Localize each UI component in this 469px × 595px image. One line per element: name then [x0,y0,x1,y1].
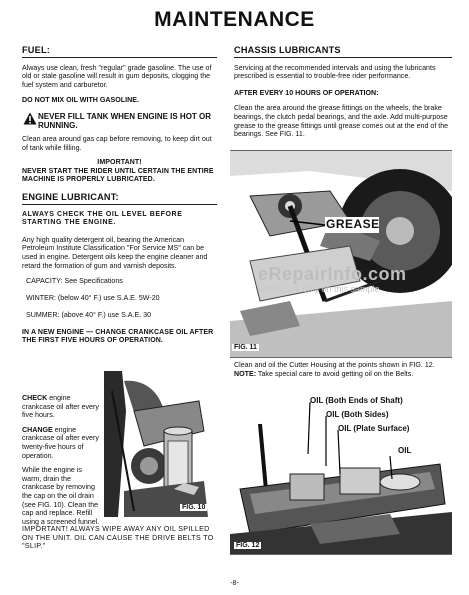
left-column [22,46,217,346]
oil-bottom-callout: OIL [398,446,412,455]
winter-text: WINTER: (below 40° F.) use S.A.E. 5W-20 [26,293,160,302]
page-number: -8- [230,580,239,587]
capacity-text: CAPACITY: See Specifications [26,277,123,286]
after-10-hours: AFTER EVERY 10 HOURS OF OPERATION: [234,88,379,97]
new-engine-text: IN A NEW ENGINE — CHANGE CRANKCASE OIL AFTER THE FIRST FIVE HOURS OF OPERATION. [22,328,214,345]
engine-rule [22,204,217,205]
page-title: MAINTENANCE [154,8,315,31]
fuel-rule [22,57,217,58]
summer-text: SUMMER: (above 40° F.) use S.A.E. 30 [26,311,152,320]
oil-change-instructions [22,394,100,526]
fig11-axle-drawing [230,151,452,357]
cutter-text: Clean and oil the Cutter Housing at the points shown in FIG. 12. [234,361,435,369]
never-fill-warning [22,112,217,130]
change-word: CHANGE [22,425,53,434]
engine-lubricant-heading: ENGINE LUBRICANT: [22,191,119,202]
oil-sides-callout: OIL (Both Sides) [326,410,389,419]
figure-11 [230,150,452,358]
check-paragraph [22,394,100,420]
chassis-heading: CHASSIS LUBRICANTS [234,45,341,55]
clean-fittings-text: Clean the area around the grease fittings on the wheels, the brake bearings, the clutch pedal bearings, and the axle. Add multi-purpose grease to the grease fittings until grease comes out at the end of the bearings. See FIG. 11. [234,104,449,139]
change-paragraph [22,426,100,460]
cutter-housing-instructions [234,361,452,378]
oil-plate-callout: OIL (Plate Surface) [338,424,410,433]
always-check-text: ALWAYS CHECK THE OIL LEVEL BEFORE STARTING THE ENGINE. [22,210,183,227]
servicing-text: Servicing at the recommended intervals and using the lubricants prescribed is essential to trouble-free rider performance. [234,63,436,81]
note-label: NOTE: [234,369,257,378]
fuel-text: Always use clean, fresh "regular" grade gasoline. The use of old or stale gasoline will result in gum deposits, clogging the fuel system and carburetor. [22,63,212,89]
watermark-note: watermark only on this sample [258,284,380,294]
important-label: IMPORTANT! [97,159,142,167]
watermark: eRepairInfo.com [258,264,407,284]
check-text: engine crankcase oil after every five hours. [22,394,99,420]
clean-area-text: Clean area around gas cap before removing, to keep dirt out of tank while filling. [22,134,212,152]
figure-12 [230,394,452,555]
no-mix-warning: DO NOT MIX OIL WITH GASOLINE. [22,96,139,105]
check-word: CHECK [22,394,48,402]
fuel-heading: FUEL: [22,45,51,55]
cutter-paragraph [234,361,452,378]
warning-triangle-icon [22,112,38,125]
never-fill-text: NEVER FILL TANK WHEN ENGINE IS HOT OR RUNNING. [38,111,212,130]
important-wipe-text: IMPORTANT! ALWAYS WIPE AWAY ANY OIL SPILLED ON THE UNIT. OIL CAN CAUSE THE DRIVE BELTS TO "SLIP." [22,525,214,551]
fig11-label: FIG. 11 [234,344,257,351]
chassis-rule [234,57,452,58]
fig10-engine-drawing [104,371,216,517]
important-text: NEVER START THE RIDER UNTIL CERTAIN THE ENTIRE MACHINE IS PROPERLY LUBRICATED. [22,167,214,184]
detergent-text: Any high quality detergent oil, bearing the American Petroleum Institute Classification "For Service MS" can be used in engine. Detergent oils keep the engine cleaner and retard the formation of gum and varnish deposits. [22,235,208,270]
grease-callout: GREASE [326,217,380,231]
warm-text: While the engine is warm, drain the crankcase by removing the cap on the oil drain (see FIG. 10). Clean the cap and replace. Refill using a screened funnel. [22,466,100,526]
oil-shaft-callout: OIL (Both Ends of Shaft) [310,396,403,405]
fig12-label: FIG. 12 [236,542,260,549]
figure-10 [104,371,216,517]
note-text: Take special care to avoid getting oil on the Belts. [256,369,414,378]
right-column [234,46,452,139]
important-wipe-note [22,525,218,551]
fig10-label: FIG. 10 [182,504,206,511]
change-text: engine crankcase oil after every twenty-five hours of operation. [22,425,99,460]
